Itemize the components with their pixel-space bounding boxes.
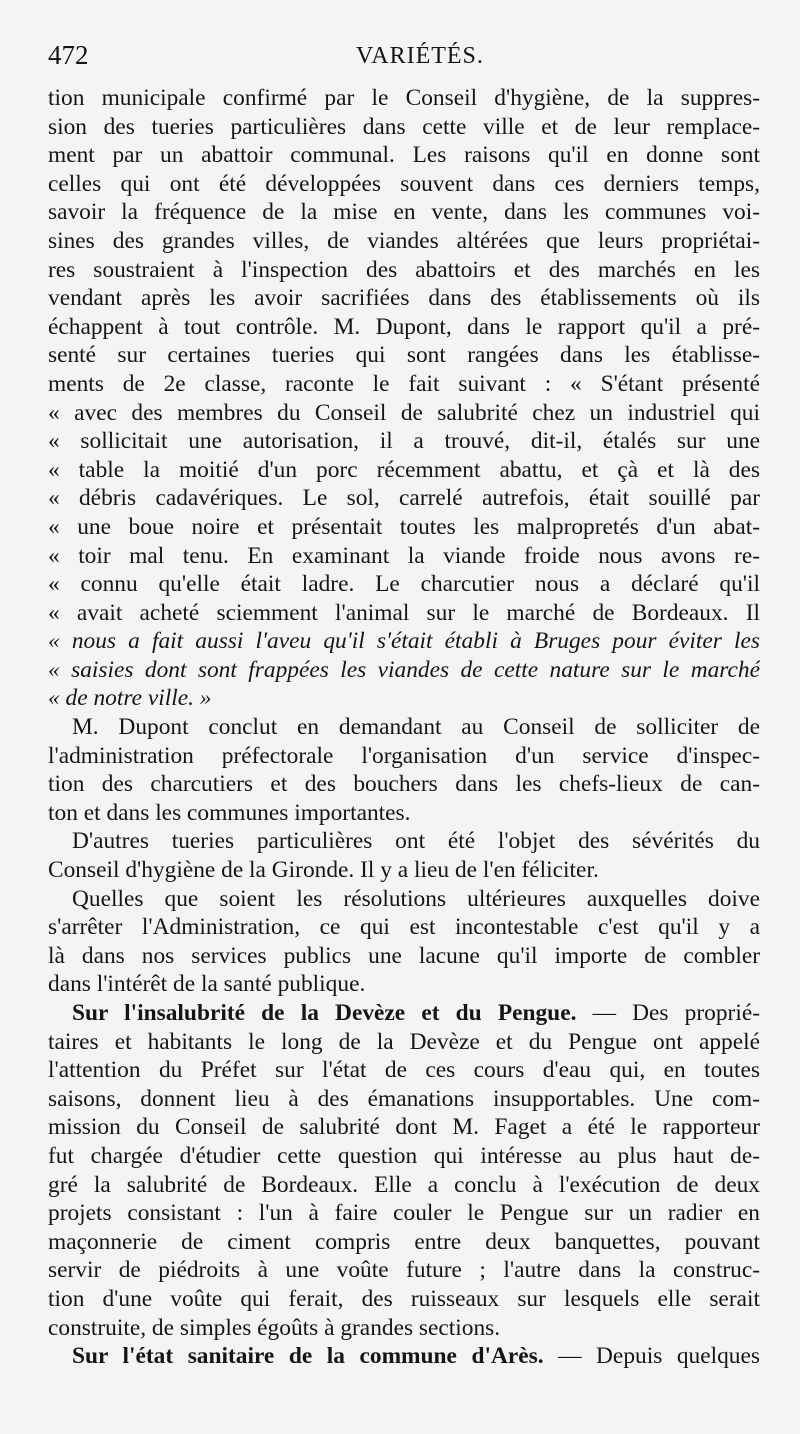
text-line [48,313,760,342]
text-line [48,341,760,370]
line-text: dans l'intérêt de la santé publique. [48,971,366,998]
text-line [48,170,760,199]
text-line [48,1228,760,1257]
line-text: taires et habitants le long de la Devèze et du Pengue ont appelé [48,1028,760,1055]
text-line [48,999,760,1028]
text-line [48,770,760,799]
line-text: « avait acheté sciemment l'animal sur le marché de Bordeaux. Il [48,599,760,626]
text-line [48,799,760,828]
line-text: tion des charcutiers et des bouchers dans les chefs-lieux de can- [48,771,760,798]
line-text: « toir mal tenu. En examinant la viande froide nous avons re- [48,542,760,569]
text-line [48,427,760,456]
text-line [48,1085,760,1114]
line-text: projets consistant : l'un à faire couler le Pengue sur un radier en [48,1200,760,1227]
text-line [48,1285,760,1314]
line-text: M. Dupont conclut en demandant au Conseil de solliciter de [72,714,760,741]
line-text: tion d'une voûte qui ferait, des ruisseaux sur lesquels elle serait [48,1285,760,1312]
text-line [48,227,760,256]
line-text: « saisies dont sont frappées les viandes de cette nature sur le marché [48,656,760,683]
text-line [48,1314,760,1343]
text-line [48,484,760,513]
text-line [48,856,760,885]
text-line [48,1142,760,1171]
line-text: ton et dans les communes importantes. [48,799,411,826]
line-text: « connu qu'elle était ladre. Le charcutier nous a déclaré qu'il [48,571,760,598]
text-line [48,198,760,227]
text-line [48,1342,760,1371]
line-text: gré la salubrité de Bordeaux. Elle a conclu à l'exécution de deux [48,1171,760,1198]
line-text: saisons, donnent lieu à des émanations insupportables. Une com- [48,1085,760,1112]
line-text: échappent à tout contrôle. M. Dupont, dans le rapport qu'il a pré- [48,313,760,340]
text-line [48,656,760,685]
running-title: VARIÉTÉS. [356,43,484,69]
line-text: sines des grandes villes, de viandes altérées que leurs propriétai- [48,227,760,254]
line-text: l'administration préfectorale l'organisation d'un service d'inspec- [48,742,760,769]
line-text: s'arrêter l'Administration, ce qui est incontestable c'est qu'il y a [48,914,760,941]
text-line [48,542,760,571]
line-text: Conseil d'hygiène de la Gironde. Il y a lieu de l'en féliciter. [48,857,599,884]
text-line [48,513,760,542]
line-text: ment par un abattoir communal. Les raisons qu'il en donne sont [48,142,760,169]
line-text: servir de piédroits à une voûte future ; l'autre dans la construc- [48,1257,760,1284]
text-line [48,399,760,428]
line-text: senté sur certaines tueries qui sont rangées dans les établisse- [48,342,760,369]
text-line [48,970,760,999]
line-text: celles qui ont été développées souvent dans ces derniers temps, [48,170,760,197]
text-line [48,284,760,313]
line-text: « débris cadavériques. Le sol, carrelé autrefois, était souillé par [48,485,760,512]
text-line [48,627,760,656]
text-line [48,141,760,170]
line-text: « une boue noire et présentait toutes les malpropretés d'un abat- [48,513,760,540]
section-heading: Sur l'insalubrité de la Devèze et du Pengue. [72,1000,577,1026]
line-text: savoir la fréquence de la mise en vente, dans les communes voi- [48,199,760,226]
text-line [48,1199,760,1228]
text-line [48,1056,760,1085]
text-line [48,256,760,285]
line-text: sion des tueries particulières dans cette ville et de leur remplace- [48,113,760,140]
line-text: « table la moitié d'un porc récemment abattu, et çà et là des [48,456,760,483]
text-line [48,113,760,142]
line-text: vendant après les avoir sacrifiées dans des établissements où ils [48,285,760,312]
body-text [48,84,760,1371]
text-line [48,1113,760,1142]
text-line [48,456,760,485]
text-line [48,684,760,713]
text-line [48,1028,760,1057]
page-number: 472 [48,40,89,70]
text-line [48,1171,760,1200]
section-heading: Sur l'état sanitaire de la commune d'Arès. [72,1343,544,1370]
line-text: là dans nos services publics une lacune qu'il importe de combler [48,942,760,969]
line-text: — Des proprié- [576,1000,760,1026]
text-line [48,570,760,599]
line-text: « de notre ville. » [48,685,212,712]
line-text: construite, de simples égoûts à grandes sections. [48,1314,501,1341]
line-text: ments de 2e classe, raconte le fait suivant : « S'étant présenté [48,370,760,397]
line-text: D'autres tueries particulières ont été l'objet des sévérités du [72,828,760,855]
text-line [48,84,760,113]
page-header [48,40,760,74]
text-line [48,885,760,914]
line-text: res soustraient à l'inspection des abattoirs et des marchés en les [48,256,760,283]
text-line [48,1256,760,1285]
text-line [48,942,760,971]
line-text: « nous a fait aussi l'aveu qu'il s'était établi à Bruges pour éviter les [48,628,760,655]
line-text: tion municipale confirmé par le Conseil d'hygiène, de la suppres- [48,85,760,111]
text-line [48,913,760,942]
line-text: mission du Conseil de salubrité dont M. Faget a été le rapporteur [48,1114,760,1141]
line-text: fut chargée d'étudier cette question qui intéresse au plus haut de- [48,1142,760,1169]
text-line [48,742,760,771]
text-line [48,713,760,742]
text-line [48,370,760,399]
text-line [48,827,760,856]
line-text: « avec des membres du Conseil de salubrité chez un industriel qui [48,399,760,426]
line-text: « sollicitait une autorisation, il a trouvé, dit-il, étalés sur une [48,428,760,455]
text-line [48,599,760,628]
line-text: Quelles que soient les résolutions ultérieures auxquelles doive [72,885,760,912]
line-text: — Depuis quelques [543,1343,760,1370]
line-text: maçonnerie de ciment compris entre deux banquettes, pouvant [48,1228,760,1255]
line-text: l'attention du Préfet sur l'état de ces cours d'eau qui, en toutes [48,1057,760,1084]
